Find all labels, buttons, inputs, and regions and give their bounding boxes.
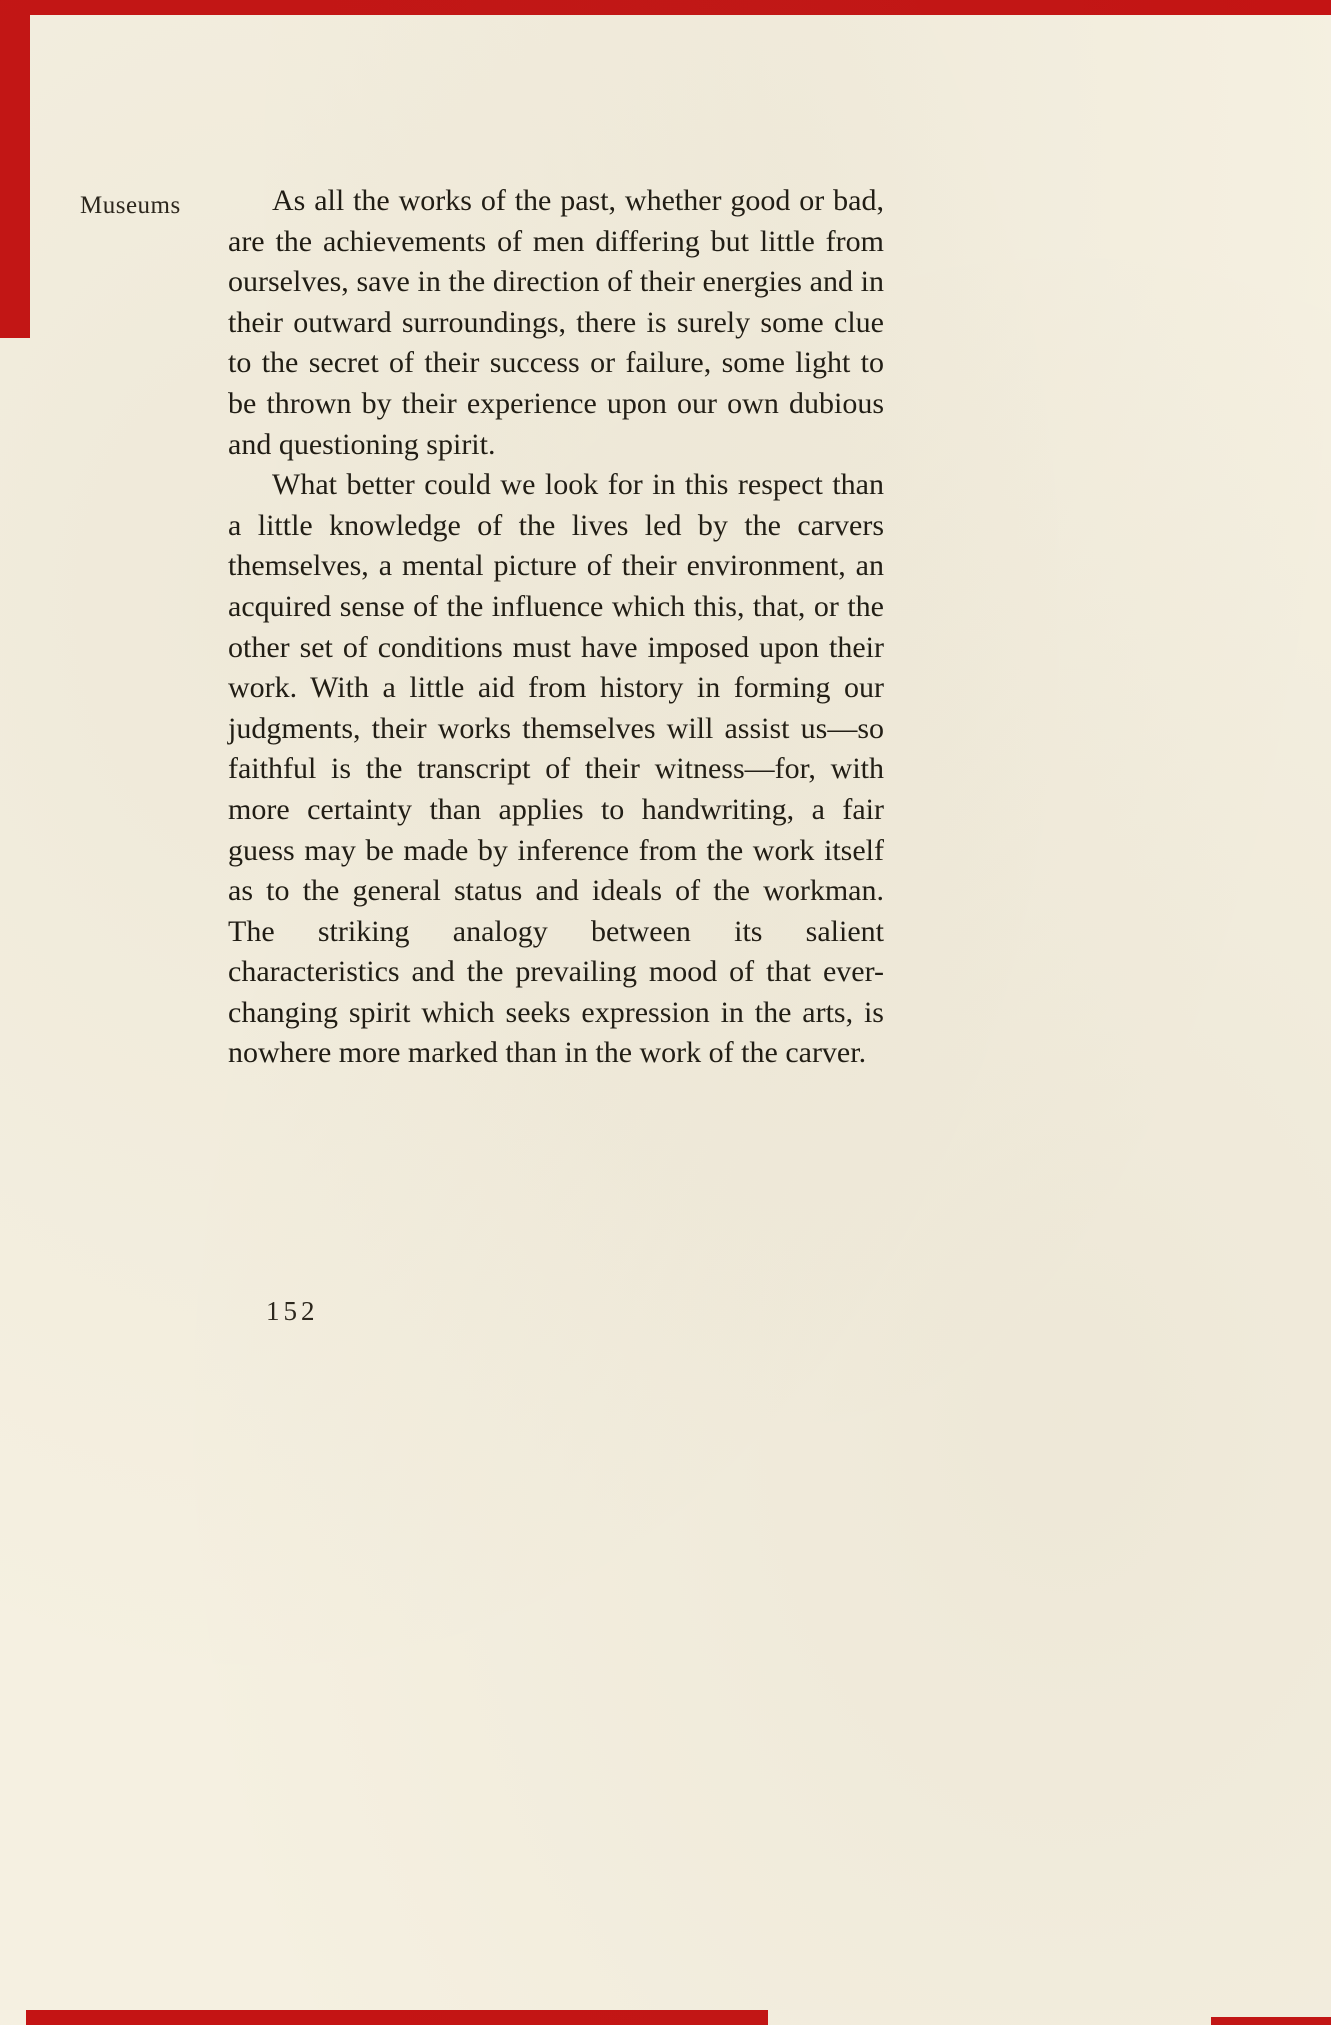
body-text-block [228,181,884,1074]
page-number: 152 [266,1296,319,1326]
margin-note-museums: Museums [80,192,181,219]
paragraph-1: As all the works of the past, whether good or bad, are the achievements of men differing but little from ourselves, save in the direction of their energies and in their outward surroundings, there is surely some clue to the secret of their success or failure, some light to be thrown by their experience upon our own dubious and questioning spirit. [228,184,884,461]
scan-mark-bottom-edge [26,2010,768,2025]
scan-mark-bottom-right-edge [1211,2017,1331,2025]
scan-mark-top-edge [0,0,1331,15]
paragraph-2: What better could we look for in this respect than a little knowledge of the lives led by the carvers themselves, a mental picture of their environment, an acquired sense of the influence which this, that, or the other set of conditions must have imposed upon their work. With a little aid from history in forming our judgments, their works themselves will assist us—so faithful is the transcript of their witness—for, with more certainty than applies to handwriting, a fair guess may be made by inference from the work itself as to the general status and ideals of the workman. The striking analogy between its salient characteristics and the prevailing mood of that ever-changing spirit which seeks expression in the arts, is nowhere more marked than in the work of the carver. [228,468,884,1070]
scan-mark-left-edge [0,0,30,338]
